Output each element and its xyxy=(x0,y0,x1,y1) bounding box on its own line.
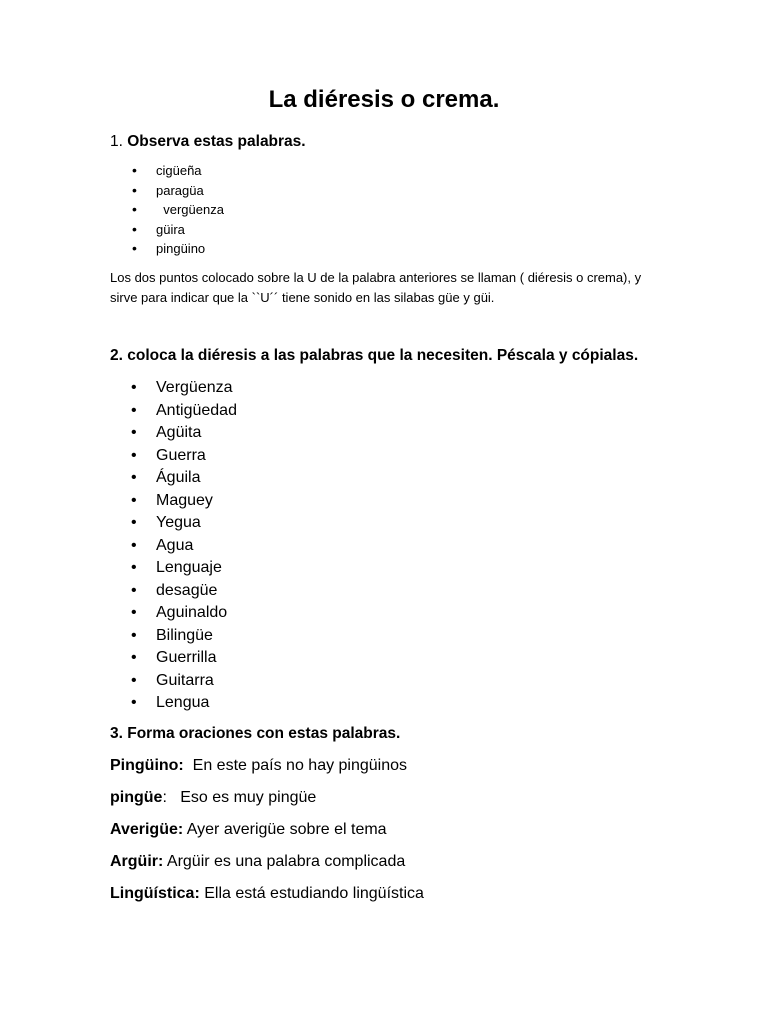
section1-paragraph: Los dos puntos colocado sobre la U de la palabra anteriores se llaman ( diéresis o crema), y sirve para indicar que la ``U´´ tiene sonido en las silabas güe y güi. xyxy=(110,270,642,305)
section1-heading xyxy=(110,133,306,151)
sentence-text: : Eso es muy pingüe xyxy=(162,789,317,806)
list-item: • pingüino xyxy=(110,239,224,259)
section1-number: 1. xyxy=(110,133,123,150)
list-item: • cigüeña xyxy=(110,161,224,181)
list-item: • paragüa xyxy=(110,181,224,201)
sentence-text: Argüir es una palabra complicada xyxy=(163,853,406,870)
sentence-text: Ayer averigüe sobre el tema xyxy=(183,821,387,838)
sentence-text: En este país no hay pingüinos xyxy=(183,757,408,774)
sentence-row xyxy=(110,757,407,775)
sentence-word: Averigüe: xyxy=(110,821,184,838)
section2-word-list xyxy=(110,377,237,715)
sentence-row xyxy=(110,789,316,807)
list-item: • Maguey xyxy=(110,490,237,513)
list-item: • Agua xyxy=(110,535,237,558)
list-item: • Bilingüe xyxy=(110,625,237,648)
list-item: • vergüenza xyxy=(110,200,224,220)
sentence-word: pingüe xyxy=(110,789,163,806)
list-item: • Águila xyxy=(110,467,237,490)
section1-word-list xyxy=(110,161,224,259)
sentence-text: Ella está estudiando lingüística xyxy=(199,885,424,902)
list-item: • Lengua xyxy=(110,692,237,715)
list-item: • güira xyxy=(110,220,224,240)
list-item: • Guitarra xyxy=(110,670,237,693)
list-item: • Guerra xyxy=(110,445,237,468)
sentence-word: Argüir: xyxy=(110,853,164,870)
list-item: • Aguinaldo xyxy=(110,602,237,625)
sentence-row xyxy=(110,885,424,903)
sentence-row xyxy=(110,853,405,871)
sentence-word: Lingüística: xyxy=(110,885,200,902)
list-item: • Guerrilla xyxy=(110,647,237,670)
section1-heading-text: Observa estas palabras. xyxy=(127,133,306,150)
list-item: • Lenguaje xyxy=(110,557,237,580)
list-item: • Agüita xyxy=(110,422,237,445)
list-item: • Yegua xyxy=(110,512,237,535)
list-item: • Antigüedad xyxy=(110,400,237,423)
page-title: La diéresis o crema. xyxy=(268,86,500,113)
sentence-row xyxy=(110,821,387,839)
section3-heading: 3. Forma oraciones con estas palabras. xyxy=(110,725,401,742)
list-item: • desagüe xyxy=(110,580,237,603)
list-item: • Vergüenza xyxy=(110,377,237,400)
sentence-word: Pingüino: xyxy=(110,757,184,774)
section2-heading: 2. coloca la diéresis a las palabras que la necesiten. Péscala y cópialas. xyxy=(110,347,639,364)
